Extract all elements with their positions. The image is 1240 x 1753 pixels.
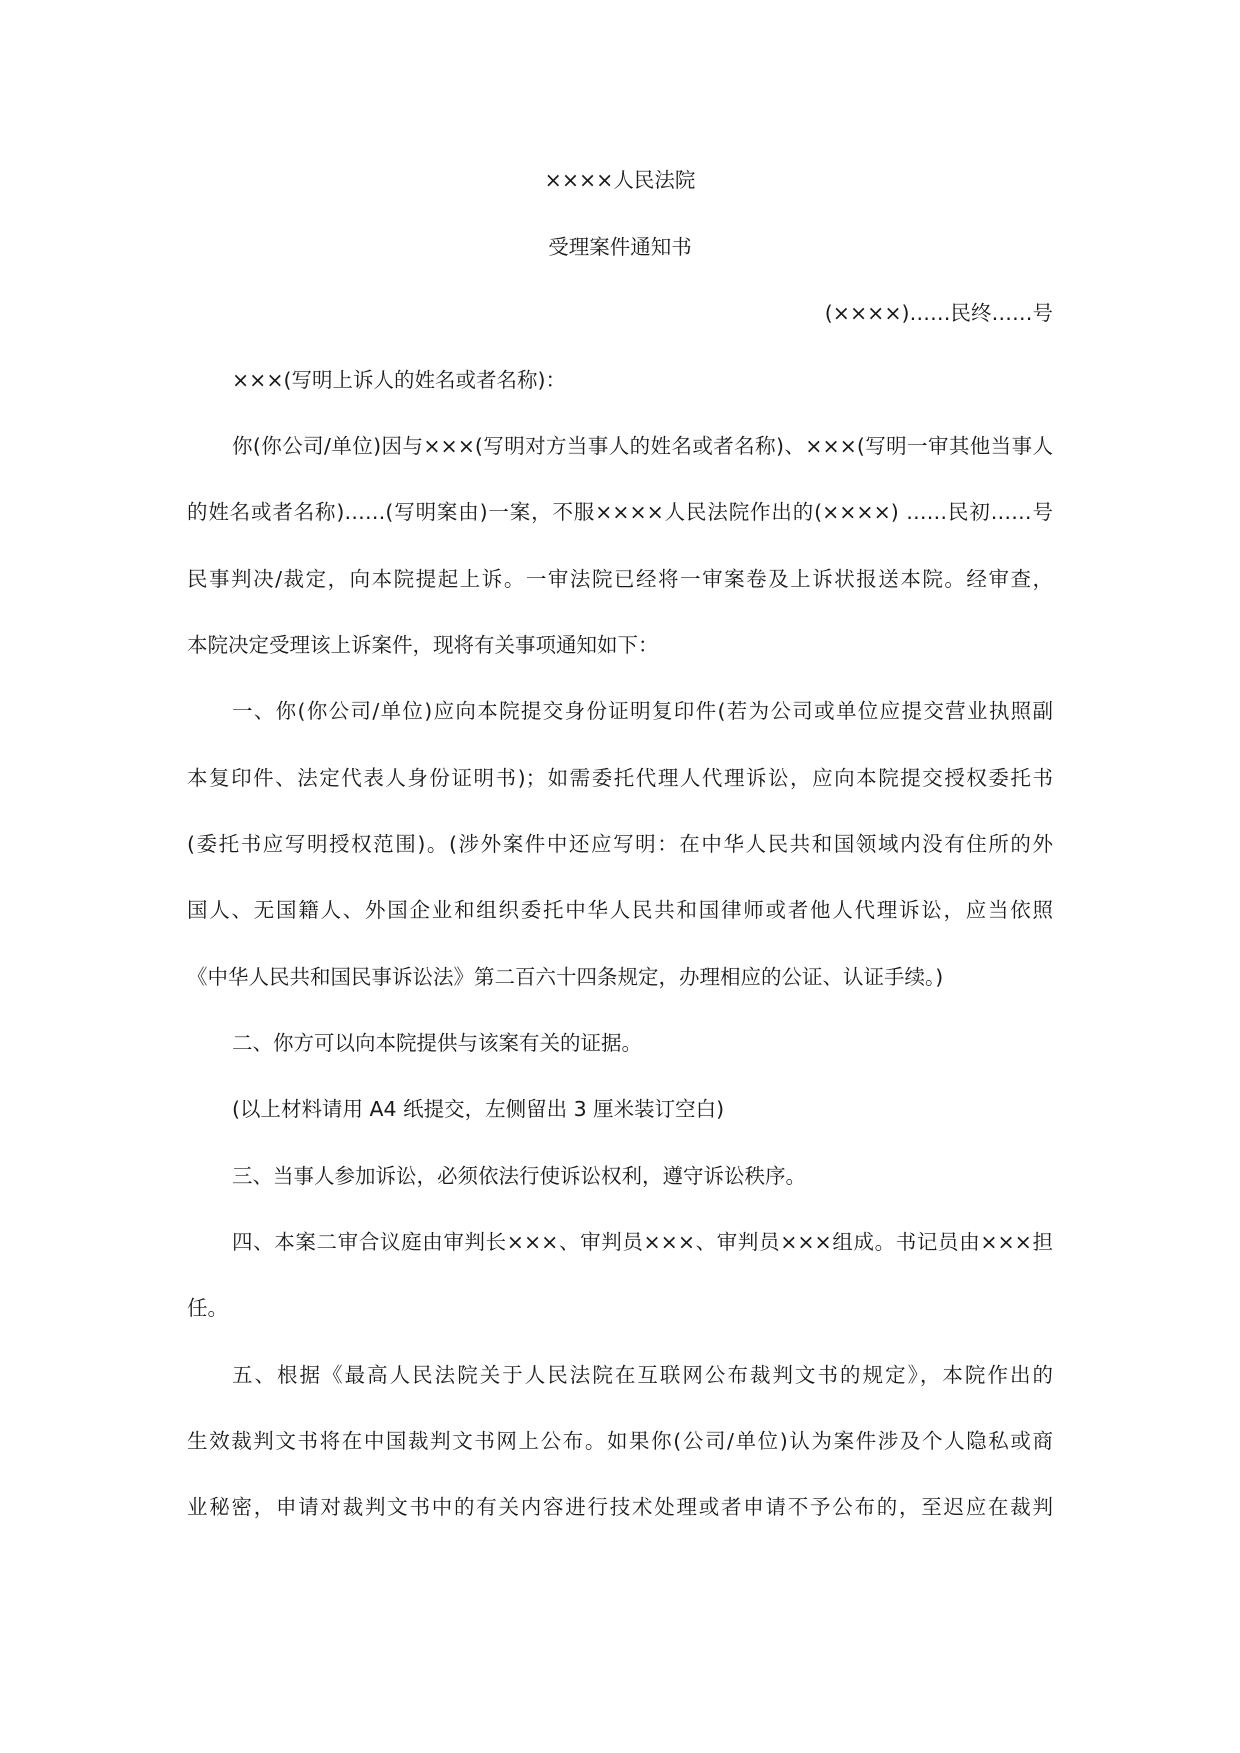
body-line: 五、根据《最高人民法院关于人民法院在互联网公布裁判文书的规定》，本院作出的: [232, 1363, 1053, 1387]
body-line: 任。: [187, 1296, 228, 1320]
body-line: 三、当事人参加诉讼，必须依法行使诉讼权利，遵守诉讼秩序。: [232, 1164, 806, 1188]
body-line: 本复印件、法定代表人身份证明书)；如需委托代理人代理诉讼，应向本院提交授权委托书: [187, 766, 1053, 790]
body-line: 的姓名或者名称)……(写明案由)一案，不服××××人民法院作出的(××××) ……民初……号: [187, 500, 1053, 524]
body-line: 国人、无国籍人、外国企业和组织委托中华人民共和国律师或者他人代理诉讼，应当依照: [187, 898, 1053, 922]
body-line: (委托书应写明授权范围)。(涉外案件中还应写明：在中华人民共和国领域内没有住所的外: [187, 832, 1053, 856]
body-line: 四、本案二审合议庭由审判长×××、审判员×××、审判员×××组成。书记员由×××担: [232, 1230, 1053, 1254]
body-line: 一、你(你公司/单位)应向本院提交身份证明复印件(若为公司或单位应提交营业执照副: [232, 699, 1053, 723]
body-line: 二、你方可以向本院提供与该案有关的证据。: [232, 1031, 642, 1055]
body-line: (以上材料请用 A4 纸提交，左侧留出 3 厘米装订空白): [232, 1097, 725, 1121]
body-line: 生效裁判文书将在中国裁判文书网上公布。如果你(公司/单位)认为案件涉及个人隐私或商: [187, 1429, 1053, 1453]
body-line: 本院决定受理该上诉案件，现将有关事项通知如下：: [187, 633, 659, 657]
body-line: 业秘密，申请对裁判文书中的有关内容进行技术处理或者申请不予公布的，至迟应在裁判: [187, 1495, 1053, 1519]
addressee: ×××(写明上诉人的姓名或者名称)：: [232, 368, 567, 392]
body-line: 民事判决/裁定，向本院提起上诉。一审法院已经将一审案卷及上诉状报送本院。经审查，: [187, 567, 1053, 591]
body-line: 你(你公司/单位)因与×××(写明对方当事人的姓名或者名称)、×××(写明一审其他当事人: [232, 434, 1053, 458]
case-number: (××××)……民终……号: [824, 301, 1053, 325]
body-line: 《中华人民共和国民事诉讼法》第二百六十四条规定，办理相应的公证、认证手续。): [187, 965, 944, 989]
court-name: ××××人民法院: [544, 168, 696, 192]
document-title: 受理案件通知书: [548, 235, 692, 259]
